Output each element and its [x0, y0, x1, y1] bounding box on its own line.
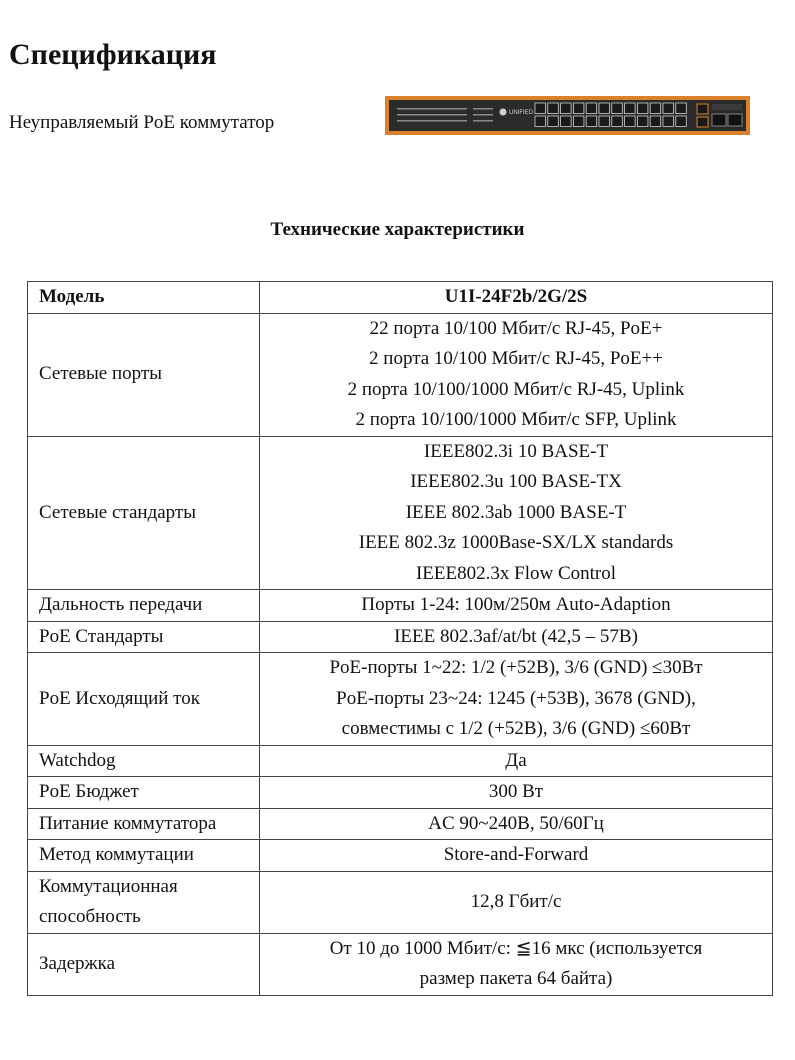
spec-value-line: 22 порта 10/100 Мбит/с RJ-45, PoE+	[369, 317, 663, 339]
rj45-port-icon	[650, 116, 661, 127]
spec-value-line: Порты 1-24: 100м/250м Auto-Adaption	[361, 594, 671, 615]
spec-value	[260, 777, 773, 809]
page-title: Спецификация	[9, 38, 217, 71]
spec-value-line: 12,8 Гбит/с	[470, 890, 562, 912]
rj45-port-icon	[561, 116, 572, 127]
spec-value-line: IEEE 802.3ab 1000 BASE-T	[405, 501, 627, 523]
rj45-port-icon	[573, 116, 584, 127]
spec-value	[260, 933, 773, 995]
spec-label: Сетевые стандарты	[28, 436, 260, 590]
spec-label: Задержка	[28, 933, 260, 995]
rj45-port-icon	[586, 103, 597, 114]
spec-label: Питание коммутатора	[28, 808, 260, 840]
spec-label: Дальность передачи	[28, 590, 260, 622]
table-row	[28, 745, 773, 777]
spec-value-line: совместимы с 1/2 (+52В), 3/6 (GND) ≤60Вт	[341, 718, 691, 739]
spec-value-line: 2 порта 10/100/1000 Мбит/с SFP, Uplink	[355, 409, 677, 430]
rj45-port-icon	[637, 116, 648, 127]
spec-value-line: Да	[505, 749, 527, 771]
rj45-port-icon	[676, 103, 687, 114]
spec-label: Метод коммутации	[28, 840, 260, 872]
spec-value-line: IEEE802.3x Flow Control	[415, 562, 617, 584]
rj45-port-icon	[625, 103, 636, 114]
table-row	[28, 313, 773, 436]
spec-value	[260, 808, 773, 840]
spec-label: PoE Бюджет	[28, 777, 260, 809]
spec-value-line: PoE-порты 23~24: 1245 (+53В), 3678 (GND),	[336, 687, 696, 709]
spec-value-line: размер пакета 64 байта)	[419, 968, 613, 989]
header-model-value: U1I-24F2b/2G/2S	[260, 282, 773, 314]
table-header-row	[28, 282, 773, 314]
spec-value-line: IEEE802.3u 100 BASE-TX	[410, 471, 622, 492]
spec-value	[260, 436, 773, 590]
spec-value	[260, 745, 773, 777]
rj45-port-icon	[535, 116, 546, 127]
table-row	[28, 777, 773, 809]
table-row	[28, 621, 773, 653]
rj45-port-icon	[663, 103, 674, 114]
device-brand-label: UNIFIED	[509, 110, 533, 116]
rj45-port-icon	[548, 103, 559, 114]
spec-label: Watchdog	[28, 745, 260, 777]
rj45-port-icon	[612, 103, 623, 114]
rj45-port-icon	[548, 116, 559, 127]
spec-value-line: 2 порта 10/100/1000 Мбит/с RJ-45, Uplink	[347, 378, 685, 400]
spec-table	[27, 281, 773, 996]
spec-value	[260, 871, 773, 933]
spec-value	[260, 313, 773, 436]
rj45-port-icon	[599, 103, 610, 114]
spec-value-line: IEEE 802.3af/at/bt (42,5 – 57В)	[394, 625, 638, 647]
section-title: Технические характеристики	[270, 219, 525, 240]
table-row	[28, 871, 773, 933]
spec-label: PoE Стандарты	[28, 621, 260, 653]
table-row	[28, 436, 773, 590]
rj45-port-icon	[573, 103, 584, 114]
spec-value-line: IEEE 802.3z 1000Base-SX/LX standards	[358, 532, 674, 553]
rj45-port-icon	[561, 103, 572, 114]
spec-value-line: От 10 до 1000 Мбит/с: ≦16 мкс (используется	[329, 937, 703, 959]
spec-value	[260, 653, 773, 746]
rj45-port-icon	[535, 103, 546, 114]
spec-value	[260, 621, 773, 653]
spec-value-line: AC 90~240В, 50/60Гц	[428, 812, 604, 834]
spec-value	[260, 840, 773, 872]
table-row	[28, 840, 773, 872]
rj45-port-icon	[625, 116, 636, 127]
product-subtitle: Неуправляемый PoE коммутатор	[9, 112, 275, 133]
rj45-port-icon	[650, 103, 661, 114]
poe-switch-photo-icon	[385, 94, 750, 137]
spec-value-line: PoE-порты 1~22: 1/2 (+52В), 3/6 (GND) ≤30Вт	[329, 657, 703, 678]
rj45-port-icon	[599, 116, 610, 127]
table-row	[28, 590, 773, 622]
spec-value-line: 300 Вт	[488, 781, 544, 802]
header-label: Модель	[28, 282, 260, 314]
table-row	[28, 808, 773, 840]
spec-value-line: Store-and-Forward	[443, 844, 589, 865]
rj45-port-icon	[637, 103, 648, 114]
rj45-port-icon	[676, 116, 687, 127]
spec-label: Сетевые порты	[28, 313, 260, 436]
spec-value-line: IEEE802.3i 10 BASE-T	[423, 440, 609, 462]
spec-value	[260, 590, 773, 622]
rj45-port-icon	[612, 116, 623, 127]
rj45-port-icon	[586, 116, 597, 127]
spec-label: Коммутационная способность	[28, 871, 260, 933]
table-row	[28, 653, 773, 746]
table-row	[28, 933, 773, 995]
spec-value-line: 2 порта 10/100 Мбит/с RJ-45, PoE++	[369, 348, 663, 369]
rj45-port-icon	[663, 116, 674, 127]
spec-label: PoE Исходящий ток	[28, 653, 260, 746]
